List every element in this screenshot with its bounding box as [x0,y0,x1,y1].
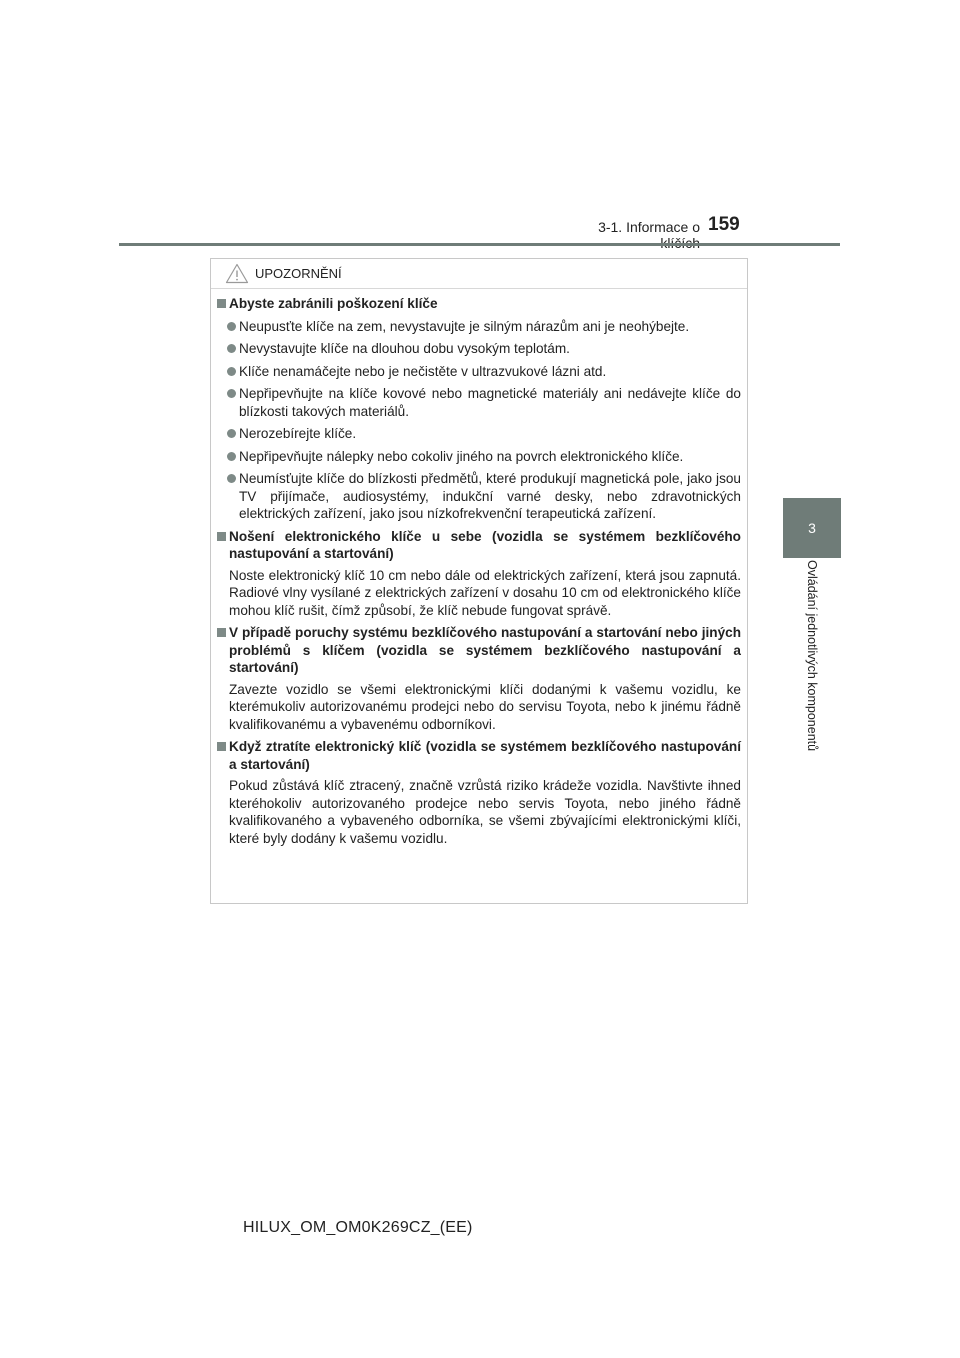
square-bullet-icon [217,299,226,308]
chapter-label-text: Ovládání jednotlivých komponentů [805,560,819,752]
section-paragraph: Zavezte vozidlo se všemi elektronickými klíči dodanými k vašemu vozidlu, ke kterémukoliv autorizovanému prodejci nebo do servisu Toyota, nebo k jinému řádně kvalifikovanému a vybavenému odborníkovi. [229,681,741,732]
square-bullet-icon [217,532,226,541]
round-bullet-icon [227,344,236,353]
warning-box [210,258,748,904]
document-code: HILUX_OM_OM0K269CZ_(EE) [243,1219,473,1236]
section-paragraph: Noste elektronický klíč 10 cm nebo dále od elektrických zařízení, která jsou zapnutá. Radiové vlny vysílané z elektrických zařízení v dosahu 10 cm od elektronického klíče mohou klíč rušit, čímž způsobí, že klíč nebude fungovat správě. [229,567,741,618]
section-paragraph: Pokud zůstává klíč ztracený, značně vzrůstá riziko krádeže vozidla. Navštivte ihned kteréhokoliv autorizovaného prodejce nebo servis Toyota, nebo jiného řádně kvalifikovaného a vybaveného odborníka, se všemi zbývajícími elektronickými klíči, které byly dodány k vašemu vozidlu. [229,778,741,846]
warning-title: UPOZORNĚNÍ [255,266,342,281]
header-divider [119,243,840,246]
warning-header [211,259,747,289]
chapter-tab [783,498,841,558]
square-bullet-icon [217,628,226,637]
round-bullet-icon [227,322,236,331]
round-bullet-icon [227,474,236,483]
warning-section [217,738,741,847]
round-bullet-icon [227,367,236,376]
warning-section [217,624,741,733]
round-bullet-icon [227,389,236,398]
page-number: 159 [708,214,740,235]
round-bullet-icon [227,429,236,438]
section-title: 3-1. Informace o [598,219,700,235]
section-heading: Když ztratíte elektronický klíč (vozidla se systémem bezklíčového nastupování a startování) [217,738,741,773]
section-heading: V případě poruchy systému bezklíčového nastupování a startování nebo jiných problémů s klíčem (vozidla se systémem bezklíčového nastupování a startování) [217,624,741,677]
warning-triangle-icon [225,263,249,284]
list-item: Nevystavujte klíče na dlouhou dobu vysokým teplotám. [217,340,741,358]
list-item: Neupusťte klíče na zem, nevystavujte je silným nárazům ani je neohýbejte. [217,318,741,336]
list-item: Neumísťujte klíče do blízkosti předmětů, které produkují magnetická pole, jako jsou TV přijímače, audiosystémy, indukční varné desky, nebo zdravotnických elektrických zařízení, jako jsou nízkofrekvenční terapeutická zařízení. [217,470,741,523]
warning-section [217,528,741,620]
square-bullet-icon [217,742,226,751]
list-item: Nepřipevňujte nálepky nebo cokoliv jiného na povrch elektronického klíče. [217,448,741,466]
round-bullet-icon [227,452,236,461]
list-item: Nerozebírejte klíče. [217,425,741,443]
warning-body [211,289,747,847]
list-item: Nepřipevňujte na klíče kovové nebo magnetické materiály ani nedávejte klíče do blízkosti takových materiálů. [217,385,741,420]
section-heading: Abyste zabránili poškození klíče [217,295,741,313]
chapter-number: 3 [808,520,816,536]
list-item: Klíče nenamáčejte nebo je nečistěte v ultrazvukové lázni atd. [217,363,741,381]
section-heading: Nošení elektronického klíče u sebe (vozidla se systémem bezklíčového nastupování a startování) [217,528,741,563]
warning-section [217,295,741,523]
